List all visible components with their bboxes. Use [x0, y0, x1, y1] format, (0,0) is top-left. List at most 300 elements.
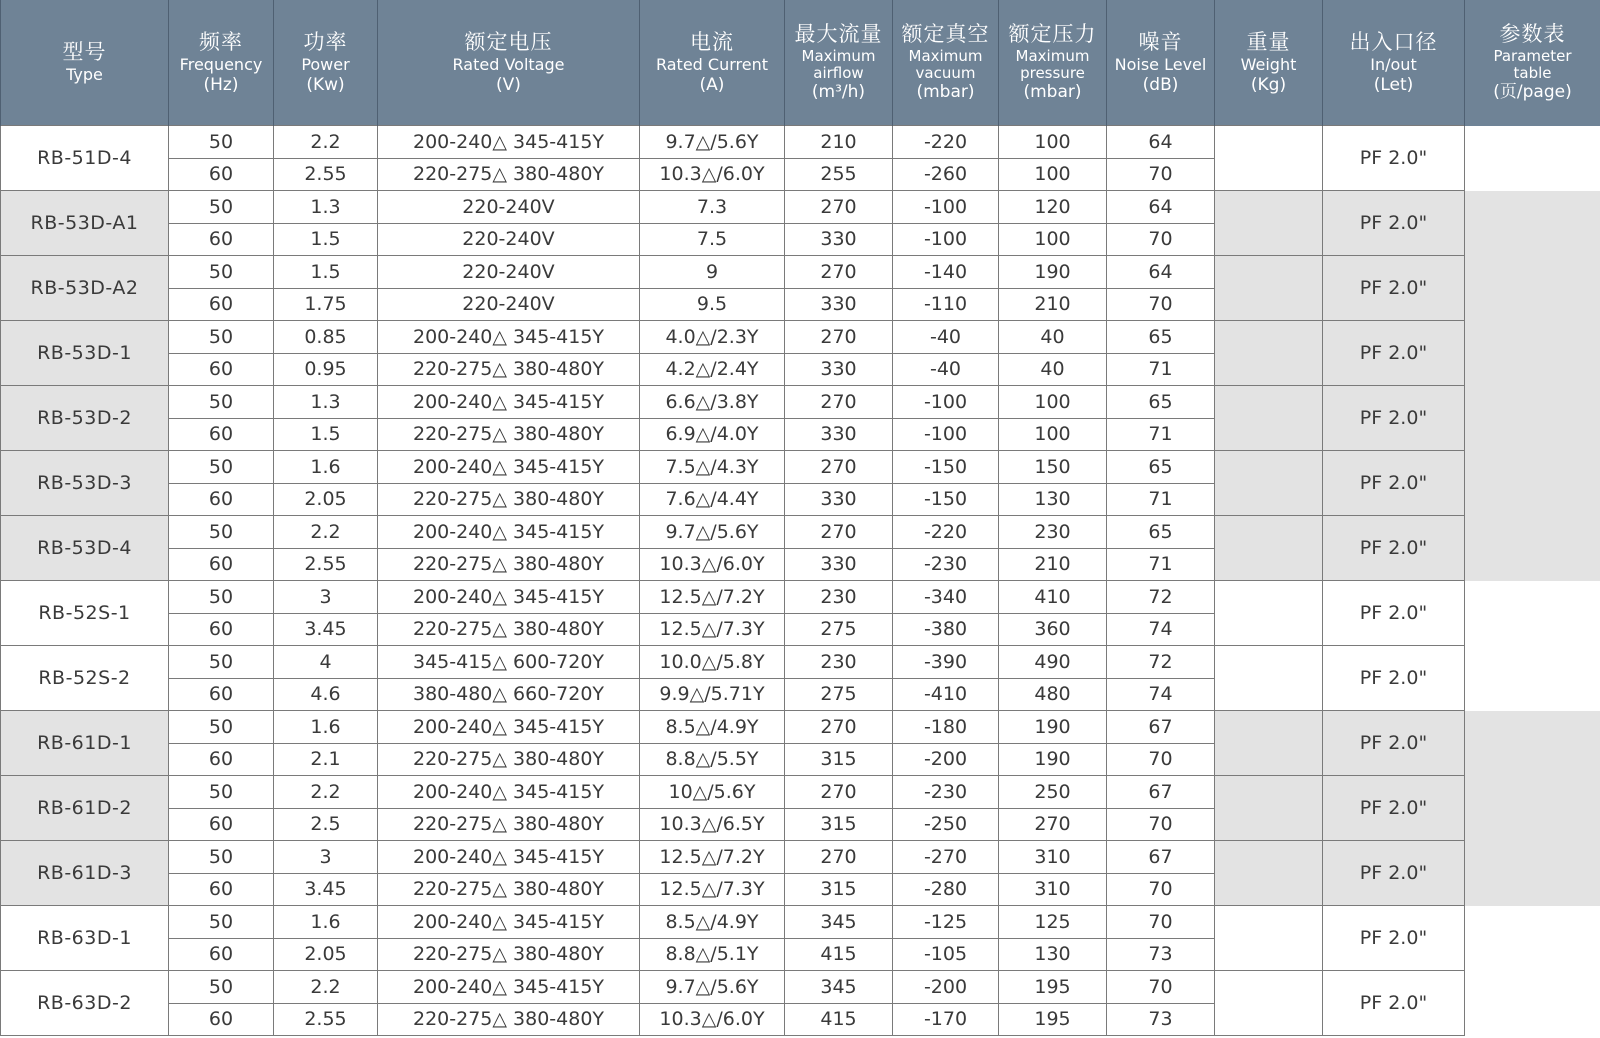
- vacuum-cell: -180: [893, 711, 999, 744]
- inout-cell: PF 2.0": [1323, 126, 1465, 191]
- inout-cell: PF 2.0": [1323, 646, 1465, 711]
- vacuum-cell: -110: [893, 288, 999, 321]
- pressure-cell: 100: [999, 223, 1107, 256]
- airflow-cell: 315: [785, 808, 893, 841]
- power-cell: 1.6: [274, 906, 378, 939]
- model-type-cell: RB-61D-3: [1, 841, 169, 906]
- header-en: Maximum: [908, 47, 983, 66]
- voltage-cell: 200-240△ 345-415Y: [378, 971, 640, 1004]
- airflow-cell: 415: [785, 1003, 893, 1036]
- airflow-cell: 345: [785, 971, 893, 1004]
- vacuum-cell: -230: [893, 776, 999, 809]
- weight-cell: [1215, 451, 1323, 516]
- header-en: Type: [66, 65, 103, 85]
- noise-cell: 71: [1107, 418, 1215, 451]
- model-type-cell: RB-52S-1: [1, 581, 169, 646]
- inout-cell: PF 2.0": [1323, 386, 1465, 451]
- power-cell: 3: [274, 841, 378, 874]
- power-cell: 3: [274, 581, 378, 614]
- airflow-cell: 270: [785, 776, 893, 809]
- freq-cell: 50: [169, 776, 274, 809]
- vacuum-cell: -170: [893, 1003, 999, 1036]
- power-cell: 1.75: [274, 288, 378, 321]
- table-row: [1, 451, 1600, 484]
- noise-cell: 67: [1107, 841, 1215, 874]
- freq-cell: 60: [169, 938, 274, 971]
- noise-cell: 74: [1107, 678, 1215, 711]
- power-cell: 1.6: [274, 451, 378, 484]
- current-cell: 10.3△/6.5Y: [640, 808, 785, 841]
- header-en: table: [1513, 63, 1552, 82]
- header-zh: 额定压力: [1008, 22, 1097, 47]
- header-max-pressure: [999, 0, 1107, 126]
- header-zh: 出入口径: [1349, 29, 1438, 54]
- pressure-cell: 195: [999, 1003, 1107, 1036]
- vacuum-cell: -390: [893, 646, 999, 679]
- current-cell: 9.9△/5.71Y: [640, 678, 785, 711]
- freq-cell: 60: [169, 223, 274, 256]
- freq-cell: 60: [169, 158, 274, 191]
- header-en: Parameter: [1493, 47, 1572, 66]
- freq-cell: 60: [169, 743, 274, 776]
- header-power: [274, 0, 378, 126]
- voltage-cell: 200-240△ 345-415Y: [378, 386, 640, 419]
- header-en: Rated Voltage: [452, 54, 565, 74]
- airflow-cell: 275: [785, 613, 893, 646]
- header-en: Rated Current: [655, 54, 769, 74]
- voltage-cell: 220-275△ 380-480Y: [378, 158, 640, 191]
- inout-cell: PF 2.0": [1323, 191, 1465, 256]
- header-unit: (m³/h): [811, 82, 866, 103]
- noise-cell: 73: [1107, 938, 1215, 971]
- noise-cell: 70: [1107, 158, 1215, 191]
- header-en: Noise Level: [1114, 54, 1207, 74]
- airflow-cell: 270: [785, 516, 893, 549]
- voltage-cell: 200-240△ 345-415Y: [378, 451, 640, 484]
- table-body: [1, 126, 1600, 1036]
- header-type: [1, 0, 169, 126]
- airflow-cell: 330: [785, 483, 893, 516]
- header-unit: (页/page): [1493, 82, 1572, 103]
- noise-cell: 67: [1107, 711, 1215, 744]
- header-zh: 型号: [62, 40, 107, 65]
- current-cell: 6.6△/3.8Y: [640, 386, 785, 419]
- parameter-page-cell: [1465, 906, 1600, 1036]
- inout-cell: PF 2.0": [1323, 321, 1465, 386]
- power-cell: 2.2: [274, 516, 378, 549]
- weight-cell: [1215, 126, 1323, 191]
- noise-cell: 70: [1107, 873, 1215, 906]
- voltage-cell: 200-240△ 345-415Y: [378, 516, 640, 549]
- weight-cell: [1215, 646, 1323, 711]
- current-cell: 10.3△/6.0Y: [640, 548, 785, 581]
- weight-cell: [1215, 386, 1323, 451]
- inout-cell: PF 2.0": [1323, 516, 1465, 581]
- header-unit: (mbar): [1023, 82, 1082, 103]
- vacuum-cell: -100: [893, 191, 999, 224]
- freq-cell: 50: [169, 321, 274, 354]
- voltage-cell: 220-275△ 380-480Y: [378, 418, 640, 451]
- inout-cell: PF 2.0": [1323, 841, 1465, 906]
- voltage-cell: 220-275△ 380-480Y: [378, 938, 640, 971]
- header-unit: (dB): [1142, 74, 1179, 95]
- voltage-cell: 220-240V: [378, 256, 640, 289]
- power-cell: 2.1: [274, 743, 378, 776]
- pressure-cell: 490: [999, 646, 1107, 679]
- pressure-cell: 130: [999, 938, 1107, 971]
- table-row: [1, 646, 1600, 679]
- noise-cell: 72: [1107, 581, 1215, 614]
- voltage-cell: 200-240△ 345-415Y: [378, 841, 640, 874]
- power-cell: 4.6: [274, 678, 378, 711]
- header-unit: (Kw): [306, 74, 345, 95]
- power-cell: 1.5: [274, 256, 378, 289]
- vacuum-cell: -100: [893, 386, 999, 419]
- inout-cell: PF 2.0": [1323, 906, 1465, 971]
- voltage-cell: 200-240△ 345-415Y: [378, 711, 640, 744]
- table-row: [1, 516, 1600, 549]
- pressure-cell: 310: [999, 873, 1107, 906]
- noise-cell: 71: [1107, 548, 1215, 581]
- pressure-cell: 190: [999, 711, 1107, 744]
- inout-cell: PF 2.0": [1323, 971, 1465, 1036]
- header-unit: (A): [699, 74, 725, 95]
- airflow-cell: 330: [785, 288, 893, 321]
- vacuum-cell: -40: [893, 353, 999, 386]
- header-en: pressure: [1020, 63, 1085, 82]
- noise-cell: 64: [1107, 126, 1215, 159]
- noise-cell: 65: [1107, 321, 1215, 354]
- freq-cell: 60: [169, 678, 274, 711]
- current-cell: 9.7△/5.6Y: [640, 126, 785, 159]
- noise-cell: 70: [1107, 288, 1215, 321]
- noise-cell: 73: [1107, 1003, 1215, 1036]
- voltage-cell: 220-275△ 380-480Y: [378, 548, 640, 581]
- airflow-cell: 270: [785, 191, 893, 224]
- freq-cell: 50: [169, 451, 274, 484]
- inout-cell: PF 2.0": [1323, 711, 1465, 776]
- power-cell: 0.85: [274, 321, 378, 354]
- header-unit: (Hz): [203, 74, 239, 95]
- pressure-cell: 250: [999, 776, 1107, 809]
- vacuum-cell: -150: [893, 451, 999, 484]
- current-cell: 4.0△/2.3Y: [640, 321, 785, 354]
- freq-cell: 60: [169, 808, 274, 841]
- freq-cell: 50: [169, 516, 274, 549]
- current-cell: 8.5△/4.9Y: [640, 711, 785, 744]
- airflow-cell: 270: [785, 711, 893, 744]
- current-cell: 8.8△/5.5Y: [640, 743, 785, 776]
- table-row: [1, 776, 1600, 809]
- power-cell: 1.5: [274, 418, 378, 451]
- weight-cell: [1215, 191, 1323, 256]
- airflow-cell: 270: [785, 841, 893, 874]
- vacuum-cell: -200: [893, 743, 999, 776]
- vacuum-cell: -140: [893, 256, 999, 289]
- model-type-cell: RB-53D-A2: [1, 256, 169, 321]
- table-row: [1, 971, 1600, 1004]
- pressure-cell: 190: [999, 256, 1107, 289]
- pressure-cell: 40: [999, 321, 1107, 354]
- current-cell: 7.6△/4.4Y: [640, 483, 785, 516]
- model-type-cell: RB-53D-A1: [1, 191, 169, 256]
- current-cell: 9.7△/5.6Y: [640, 516, 785, 549]
- noise-cell: 64: [1107, 191, 1215, 224]
- noise-cell: 71: [1107, 353, 1215, 386]
- power-cell: 3.45: [274, 873, 378, 906]
- weight-cell: [1215, 906, 1323, 971]
- weight-cell: [1215, 711, 1323, 776]
- voltage-cell: 200-240△ 345-415Y: [378, 906, 640, 939]
- noise-cell: 65: [1107, 386, 1215, 419]
- current-cell: 10.3△/6.0Y: [640, 1003, 785, 1036]
- inout-cell: PF 2.0": [1323, 256, 1465, 321]
- header-rated-voltage: [378, 0, 640, 126]
- airflow-cell: 330: [785, 548, 893, 581]
- noise-cell: 70: [1107, 906, 1215, 939]
- noise-cell: 70: [1107, 808, 1215, 841]
- voltage-cell: 220-275△ 380-480Y: [378, 808, 640, 841]
- header-en: Power: [301, 54, 350, 74]
- current-cell: 10.0△/5.8Y: [640, 646, 785, 679]
- pressure-cell: 210: [999, 288, 1107, 321]
- noise-cell: 72: [1107, 646, 1215, 679]
- freq-cell: 60: [169, 288, 274, 321]
- freq-cell: 50: [169, 711, 274, 744]
- current-cell: 12.5△/7.2Y: [640, 841, 785, 874]
- current-cell: 12.5△/7.3Y: [640, 873, 785, 906]
- current-cell: 7.3: [640, 191, 785, 224]
- airflow-cell: 255: [785, 158, 893, 191]
- vacuum-cell: -40: [893, 321, 999, 354]
- power-cell: 2.55: [274, 548, 378, 581]
- weight-cell: [1215, 776, 1323, 841]
- model-type-cell: RB-51D-4: [1, 126, 169, 191]
- freq-cell: 50: [169, 386, 274, 419]
- header-parameter-table: [1465, 0, 1600, 126]
- power-cell: 1.3: [274, 191, 378, 224]
- vacuum-cell: -150: [893, 483, 999, 516]
- header-en: Weight: [1240, 54, 1297, 74]
- airflow-cell: 315: [785, 873, 893, 906]
- pressure-cell: 150: [999, 451, 1107, 484]
- current-cell: 6.9△/4.0Y: [640, 418, 785, 451]
- airflow-cell: 330: [785, 223, 893, 256]
- header-noise-level: [1107, 0, 1215, 126]
- inout-cell: PF 2.0": [1323, 776, 1465, 841]
- vacuum-cell: -230: [893, 548, 999, 581]
- header-max-airflow: [785, 0, 893, 126]
- voltage-cell: 345-415△ 600-720Y: [378, 646, 640, 679]
- freq-cell: 60: [169, 483, 274, 516]
- header-unit: (Let): [1373, 74, 1414, 95]
- airflow-cell: 270: [785, 321, 893, 354]
- airflow-cell: 275: [785, 678, 893, 711]
- vacuum-cell: -105: [893, 938, 999, 971]
- parameter-page-cell: [1465, 191, 1600, 581]
- power-cell: 2.55: [274, 158, 378, 191]
- vacuum-cell: -260: [893, 158, 999, 191]
- parameter-page-cell: [1465, 711, 1600, 906]
- table-row: [1, 581, 1600, 614]
- power-cell: 2.05: [274, 938, 378, 971]
- freq-cell: 50: [169, 191, 274, 224]
- noise-cell: 70: [1107, 223, 1215, 256]
- header-zh: 频率: [199, 29, 243, 54]
- noise-cell: 70: [1107, 971, 1215, 1004]
- power-cell: 2.2: [274, 126, 378, 159]
- header-zh: 额定真空: [901, 22, 990, 47]
- airflow-cell: 330: [785, 353, 893, 386]
- voltage-cell: 220-275△ 380-480Y: [378, 613, 640, 646]
- power-cell: 1.3: [274, 386, 378, 419]
- power-cell: 2.05: [274, 483, 378, 516]
- pressure-cell: 210: [999, 548, 1107, 581]
- freq-cell: 60: [169, 613, 274, 646]
- table-row: [1, 906, 1600, 939]
- airflow-cell: 270: [785, 451, 893, 484]
- model-type-cell: RB-61D-2: [1, 776, 169, 841]
- header-zh: 额定电压: [464, 29, 553, 54]
- header-unit: (Kg): [1250, 74, 1287, 95]
- pressure-cell: 100: [999, 418, 1107, 451]
- pressure-cell: 100: [999, 158, 1107, 191]
- voltage-cell: 200-240△ 345-415Y: [378, 776, 640, 809]
- table-row: [1, 191, 1600, 224]
- model-type-cell: RB-53D-2: [1, 386, 169, 451]
- airflow-cell: 270: [785, 386, 893, 419]
- header-en: Maximum: [801, 47, 876, 66]
- model-type-cell: RB-53D-4: [1, 516, 169, 581]
- voltage-cell: 220-275△ 380-480Y: [378, 873, 640, 906]
- voltage-cell: 220-240V: [378, 223, 640, 256]
- parameter-page-cell: [1465, 126, 1600, 191]
- weight-cell: [1215, 581, 1323, 646]
- header-en: vacuum: [915, 63, 976, 82]
- header-unit: (mbar): [916, 82, 975, 103]
- header-zh: 功率: [303, 29, 348, 54]
- current-cell: 10△/5.6Y: [640, 776, 785, 809]
- voltage-cell: 220-275△ 380-480Y: [378, 1003, 640, 1036]
- header-frequency: [169, 0, 274, 126]
- weight-cell: [1215, 841, 1323, 906]
- voltage-cell: 220-240V: [378, 191, 640, 224]
- voltage-cell: 220-240V: [378, 288, 640, 321]
- model-type-cell: RB-63D-1: [1, 906, 169, 971]
- current-cell: 9.7△/5.6Y: [640, 971, 785, 1004]
- header-zh: 重量: [1246, 29, 1291, 54]
- model-type-cell: RB-53D-3: [1, 451, 169, 516]
- vacuum-cell: -100: [893, 418, 999, 451]
- inout-cell: PF 2.0": [1323, 451, 1465, 516]
- table-row: [1, 126, 1600, 159]
- power-cell: 0.95: [274, 353, 378, 386]
- pressure-cell: 100: [999, 126, 1107, 159]
- vacuum-cell: -200: [893, 971, 999, 1004]
- current-cell: 8.5△/4.9Y: [640, 906, 785, 939]
- freq-cell: 50: [169, 581, 274, 614]
- vacuum-cell: -340: [893, 581, 999, 614]
- voltage-cell: 380-480△ 660-720Y: [378, 678, 640, 711]
- header-max-vacuum: [893, 0, 999, 126]
- airflow-cell: 270: [785, 256, 893, 289]
- pressure-cell: 310: [999, 841, 1107, 874]
- noise-cell: 74: [1107, 613, 1215, 646]
- current-cell: 12.5△/7.2Y: [640, 581, 785, 614]
- header-zh: 电流: [690, 29, 734, 54]
- freq-cell: 50: [169, 126, 274, 159]
- header-en: Frequency: [179, 54, 263, 74]
- table-header: [1, 0, 1600, 126]
- table-row: [1, 711, 1600, 744]
- vacuum-cell: -280: [893, 873, 999, 906]
- weight-cell: [1215, 321, 1323, 386]
- freq-cell: 50: [169, 841, 274, 874]
- freq-cell: 50: [169, 906, 274, 939]
- vacuum-cell: -410: [893, 678, 999, 711]
- airflow-cell: 230: [785, 646, 893, 679]
- freq-cell: 50: [169, 971, 274, 1004]
- header-zh: 最大流量: [794, 22, 883, 47]
- noise-cell: 65: [1107, 516, 1215, 549]
- voltage-cell: 200-240△ 345-415Y: [378, 321, 640, 354]
- power-cell: 1.5: [274, 223, 378, 256]
- power-cell: 4: [274, 646, 378, 679]
- voltage-cell: 220-275△ 380-480Y: [378, 353, 640, 386]
- vacuum-cell: -250: [893, 808, 999, 841]
- pressure-cell: 195: [999, 971, 1107, 1004]
- current-cell: 8.8△/5.1Y: [640, 938, 785, 971]
- power-cell: 3.45: [274, 613, 378, 646]
- current-cell: 10.3△/6.0Y: [640, 158, 785, 191]
- freq-cell: 60: [169, 873, 274, 906]
- power-cell: 1.6: [274, 711, 378, 744]
- current-cell: 9: [640, 256, 785, 289]
- table-row: [1, 321, 1600, 354]
- weight-cell: [1215, 256, 1323, 321]
- voltage-cell: 200-240△ 345-415Y: [378, 581, 640, 614]
- airflow-cell: 345: [785, 906, 893, 939]
- pressure-cell: 230: [999, 516, 1107, 549]
- pressure-cell: 40: [999, 353, 1107, 386]
- header-rated-current: [640, 0, 785, 126]
- vacuum-cell: -380: [893, 613, 999, 646]
- pressure-cell: 100: [999, 386, 1107, 419]
- current-cell: 7.5△/4.3Y: [640, 451, 785, 484]
- freq-cell: 60: [169, 353, 274, 386]
- freq-cell: 60: [169, 418, 274, 451]
- vacuum-cell: -125: [893, 906, 999, 939]
- freq-cell: 50: [169, 256, 274, 289]
- noise-cell: 70: [1107, 743, 1215, 776]
- current-cell: 7.5: [640, 223, 785, 256]
- noise-cell: 67: [1107, 776, 1215, 809]
- model-type-cell: RB-63D-2: [1, 971, 169, 1036]
- pressure-cell: 410: [999, 581, 1107, 614]
- noise-cell: 64: [1107, 256, 1215, 289]
- header-zh: 参数表: [1499, 22, 1566, 47]
- current-cell: 4.2△/2.4Y: [640, 353, 785, 386]
- table-row: [1, 841, 1600, 874]
- model-type-cell: RB-53D-1: [1, 321, 169, 386]
- vacuum-cell: -270: [893, 841, 999, 874]
- airflow-cell: 230: [785, 581, 893, 614]
- pressure-cell: 480: [999, 678, 1107, 711]
- pressure-cell: 270: [999, 808, 1107, 841]
- power-cell: 2.2: [274, 776, 378, 809]
- header-weight: [1215, 0, 1323, 126]
- parameter-page-cell: [1465, 581, 1600, 711]
